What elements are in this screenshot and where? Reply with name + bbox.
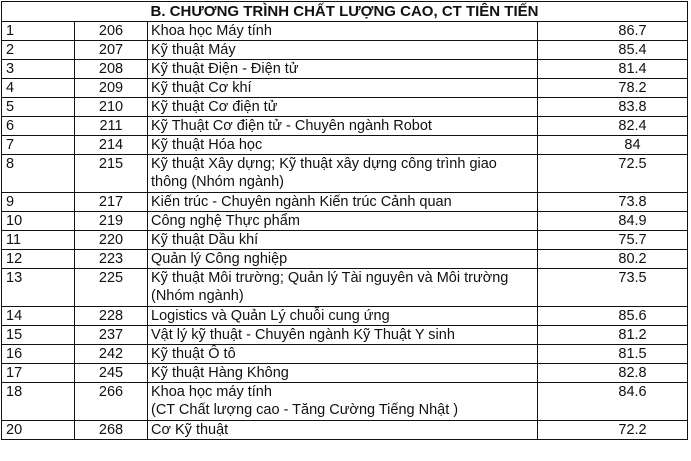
program-name-cell: Khoa học máy tính (CT Chất lượng cao - Tăng Cường Tiếng Nhật ) (148, 383, 538, 421)
program-code-cell: 266 (75, 383, 148, 421)
program-name-cell: Quản lý Công nghiệp (148, 250, 538, 269)
row-number-cell: 10 (2, 212, 75, 231)
program-code-cell: 208 (75, 60, 148, 79)
table-row (2, 60, 688, 79)
cutoff-score-cell: 86.7 (538, 22, 688, 41)
program-code-cell: 220 (75, 231, 148, 250)
table-row (2, 136, 688, 155)
program-code-cell: 207 (75, 41, 148, 60)
row-number-cell: 9 (2, 193, 75, 212)
program-name-cell: Vật lý kỹ thuật - Chuyên ngành Kỹ Thuật Y sinh (148, 326, 538, 345)
table-row (2, 326, 688, 345)
admission-score-table (1, 1, 688, 440)
cutoff-score-cell: 84 (538, 136, 688, 155)
table-row (2, 193, 688, 212)
program-code-cell: 219 (75, 212, 148, 231)
table-row (2, 117, 688, 136)
program-name-cell: Kỹ thuật Dầu khí (148, 231, 538, 250)
program-code-cell: 237 (75, 326, 148, 345)
table-row (2, 250, 688, 269)
row-number-cell: 1 (2, 22, 75, 41)
cutoff-score-cell: 78.2 (538, 79, 688, 98)
row-number-cell: 6 (2, 117, 75, 136)
table-row (2, 421, 688, 440)
table-row (2, 212, 688, 231)
program-code-cell: 209 (75, 79, 148, 98)
table-row (2, 231, 688, 250)
program-name-cell: Kỹ thuật Xây dựng; Kỹ thuật xây dựng công trình giao thông (Nhóm ngành) (148, 155, 538, 193)
row-number-cell: 3 (2, 60, 75, 79)
program-code-cell: 223 (75, 250, 148, 269)
program-name-cell: Kỹ thuật Máy (148, 41, 538, 60)
row-number-cell: 11 (2, 231, 75, 250)
table-row (2, 155, 688, 193)
row-number-cell: 5 (2, 98, 75, 117)
row-number-cell: 14 (2, 307, 75, 326)
row-number-cell: 17 (2, 364, 75, 383)
row-number-cell: 20 (2, 421, 75, 440)
program-name-cell: Khoa học Máy tính (148, 22, 538, 41)
program-name-cell: Công nghệ Thực phẩm (148, 212, 538, 231)
program-name-cell: Kỹ thuật Hàng Không (148, 364, 538, 383)
cutoff-score-cell: 73.5 (538, 269, 688, 307)
cutoff-score-cell: 84.6 (538, 383, 688, 421)
cutoff-score-cell: 85.4 (538, 41, 688, 60)
program-name-cell: Kỹ thuật Điện - Điện tử (148, 60, 538, 79)
cutoff-score-cell: 80.2 (538, 250, 688, 269)
row-number-cell: 12 (2, 250, 75, 269)
table-title: B. CHƯƠNG TRÌNH CHẤT LƯỢNG CAO, CT TIÊN TIẾN (2, 2, 688, 22)
program-code-cell: 211 (75, 117, 148, 136)
cutoff-score-cell: 75.7 (538, 231, 688, 250)
program-name-cell: Cơ Kỹ thuật (148, 421, 538, 440)
program-name-cell: Kỹ thuật Ô tô (148, 345, 538, 364)
table-row (2, 79, 688, 98)
program-code-cell: 268 (75, 421, 148, 440)
cutoff-score-cell: 82.8 (538, 364, 688, 383)
program-code-cell: 215 (75, 155, 148, 193)
table-row (2, 22, 688, 41)
cutoff-score-cell: 81.5 (538, 345, 688, 364)
cutoff-score-cell: 81.4 (538, 60, 688, 79)
program-name-cell: Kiến trúc - Chuyên ngành Kiến trúc Cảnh quan (148, 193, 538, 212)
cutoff-score-cell: 72.5 (538, 155, 688, 193)
program-code-cell: 217 (75, 193, 148, 212)
cutoff-score-cell: 72.2 (538, 421, 688, 440)
row-number-cell: 16 (2, 345, 75, 364)
table-body (2, 2, 688, 440)
program-code-cell: 206 (75, 22, 148, 41)
table-row (2, 364, 688, 383)
cutoff-score-cell: 82.4 (538, 117, 688, 136)
row-number-cell: 15 (2, 326, 75, 345)
row-number-cell: 18 (2, 383, 75, 421)
program-name-cell: Logistics và Quản Lý chuỗi cung ứng (148, 307, 538, 326)
program-name-cell: Kỹ thuật Môi trường; Quản lý Tài nguyên và Môi trường (Nhóm ngành) (148, 269, 538, 307)
program-code-cell: 214 (75, 136, 148, 155)
table-row (2, 98, 688, 117)
row-number-cell: 2 (2, 41, 75, 60)
cutoff-score-cell: 81.2 (538, 326, 688, 345)
program-code-cell: 210 (75, 98, 148, 117)
table-row (2, 269, 688, 307)
table-row (2, 383, 688, 421)
program-name-cell: Kỹ thuật Hóa học (148, 136, 538, 155)
program-name-cell: Kỹ Thuật Cơ điện tử - Chuyên ngành Robot (148, 117, 538, 136)
cutoff-score-cell: 73.8 (538, 193, 688, 212)
cutoff-score-cell: 84.9 (538, 212, 688, 231)
row-number-cell: 7 (2, 136, 75, 155)
table-title-row (2, 2, 688, 22)
program-name-cell: Kỹ thuật Cơ khí (148, 79, 538, 98)
cutoff-score-cell: 85.6 (538, 307, 688, 326)
program-code-cell: 228 (75, 307, 148, 326)
row-number-cell: 13 (2, 269, 75, 307)
table-row (2, 41, 688, 60)
program-code-cell: 242 (75, 345, 148, 364)
cutoff-score-cell: 83.8 (538, 98, 688, 117)
table-row (2, 345, 688, 364)
program-code-cell: 225 (75, 269, 148, 307)
row-number-cell: 8 (2, 155, 75, 193)
table-row (2, 307, 688, 326)
program-name-cell: Kỹ thuật Cơ điện tử (148, 98, 538, 117)
program-code-cell: 245 (75, 364, 148, 383)
row-number-cell: 4 (2, 79, 75, 98)
